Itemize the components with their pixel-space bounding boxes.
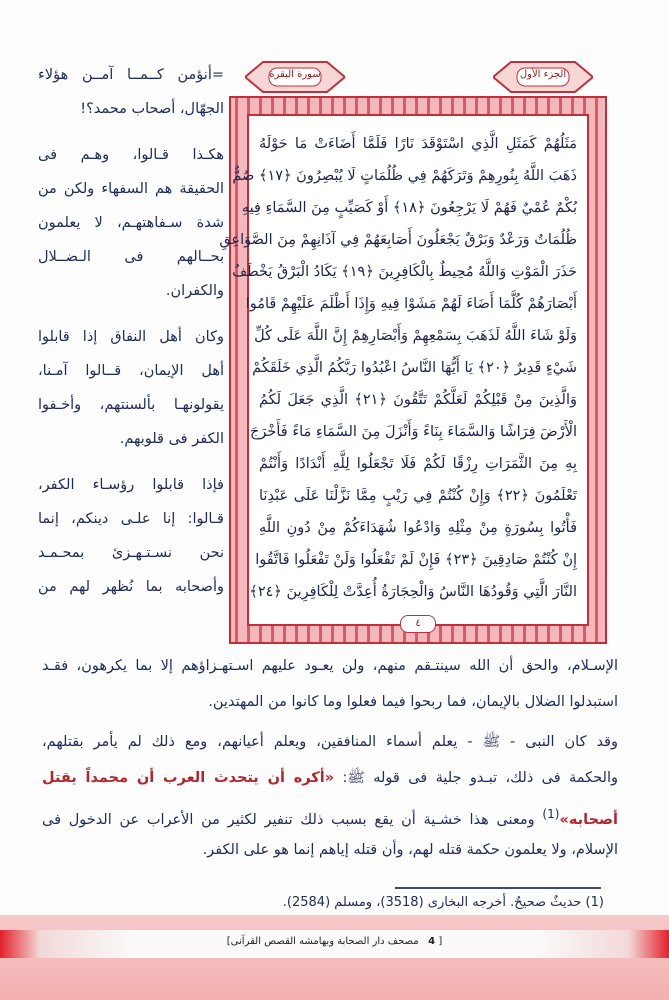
- side-commentary: [38, 58, 224, 604]
- verse-line: أَبْصَارَهُمْ كُلَّمَا أَضَاءَ لَهُمْ مَشَوْا فِيهِ وَإِذَا أَظْلَمَ عَلَيْهِمْ قَامُوا: [245, 296, 577, 312]
- verse-line: إِنْ كُنْتُمْ صَادِقِينَ ﴿٢٣﴾ فَإِنْ لَمْ تَفْعَلُوا وَلَنْ تَفْعَلُوا فَاتَّقُوا: [255, 552, 577, 568]
- surah-name-plate: [245, 60, 345, 94]
- verse-line: ظُلُمَاتٌ وَرَعْدٌ وَبَرْقٌ يَجْعَلُونَ أَصَابِعَهُمْ فِي آذَانِهِمْ مِنَ الصَّوَاعِقِ: [219, 232, 577, 248]
- body-line: [42, 760, 618, 796]
- verse-line: ذَهَبَ اللَّهُ بِنُورِهِمْ وَتَرَكَهُمْ فِي ظُلُمَاتٍ لَا يُبْصِرُونَ ﴿١٧﴾ صُمٌّ: [232, 168, 577, 184]
- side-line: أهل الإيمان، قــالوا آمـنا،: [38, 363, 224, 379]
- hadith-quote: «أكره أن يتحدث العرب أن محمداً يقتل: [42, 770, 335, 786]
- footnote-ref[interactable]: (1): [542, 807, 560, 821]
- verse-line: بُكْمٌ عُمْيٌ فَهُمْ لَا يَرْجِعُونَ ﴿١٨﴾ أَوْ كَصَيِّبٍ مِنَ السَّمَاءِ فِيهِ: [241, 200, 577, 216]
- verse-line: بِهِ مِنَ الثَّمَرَاتِ رِزْقًا لَكُمْ فَلَا تَجْعَلُوا لِلَّهِ أَنْدَادًا وَأَنْتُمْ: [259, 456, 577, 472]
- footer-title: [ 4 مصحف دار الصحابة وبهامشه القصص القرآنى]: [226, 936, 443, 947]
- surah-name: سورة البقرة: [269, 69, 321, 80]
- footnote: (1) حديثٌ صحيحٌ. أخرجه البخارى (3518)، ومسلم (2584).: [282, 895, 604, 910]
- verse-line: حَذَرَ الْمَوْتِ وَاللَّهُ مُحِيطٌ بِالْكَافِرِينَ ﴿١٩﴾ يَكَادُ الْبَرْقُ يَخْطَفُ: [232, 264, 577, 280]
- footer-bar: [0, 930, 669, 958]
- quran-text-area: [219, 114, 589, 629]
- body-text: والحكمة فى ذلك، تبـدو جلية فى قوله ﷺ:: [334, 770, 618, 786]
- hadith-quote-end: أصحابه»: [559, 811, 618, 828]
- verse-line: الْأَرْضَ فِرَاشًا وَالسَّمَاءَ بِنَاءً وَأَنْزَلَ مِنَ السَّمَاءِ مَاءً فَأَخْرَجَ: [250, 424, 577, 440]
- side-line: الجهّال، أصحاب محمد؟!: [80, 101, 224, 117]
- verse-line: فَأْتُوا بِسُورَةٍ مِنْ مِثْلِهِ وَادْعُوا شُهَدَاءَكُمْ مِنْ دُونِ اللَّهِ: [259, 520, 577, 536]
- verse-line: تَعْلَمُونَ ﴿٢٢﴾ وَإِنْ كُنْتُمْ فِي رَيْبٍ مِمَّا نَزَّلْنَا عَلَى عَبْدِنَا: [259, 488, 577, 504]
- quran-frame: [219, 96, 607, 644]
- juz-name-plate: [493, 60, 593, 94]
- side-line: وأصحابه بما نُظهر لهم من: [38, 579, 224, 595]
- quran-verses: [219, 128, 577, 608]
- verse-line: النَّارَ الَّتِي وَقُودُهَا النَّاسُ وَالْحِجَارَةُ أُعِدَّتْ لِلْكَافِرِينَ ﴿٢٤﴾: [249, 584, 577, 600]
- side-line: هكـذا قـالوا، وهـم فى: [38, 147, 224, 163]
- side-line: شدة سـفاهتهـم، لا يعلمون: [38, 215, 224, 231]
- body-line: استبدلوا الضلال بالإيمان، فما ربحوا فيما فعلوا وما كانوا من المهتدين.: [208, 694, 618, 710]
- body-text: ومعنى هذا خشـية أن يقع بسبب ذلك تنفير لكثير من الأعراب عن الدخول فى: [42, 811, 543, 828]
- body-line: [42, 796, 618, 832]
- main-commentary: [42, 648, 618, 868]
- footer-page-number: 4: [428, 936, 436, 947]
- side-line: والكفران.: [165, 283, 224, 299]
- juz-name: الجزء الأول: [519, 69, 567, 80]
- side-line: الكفر فى قلوبهم.: [119, 431, 224, 447]
- side-line: نحن نسـتـهـزئ بمحـمـد: [38, 545, 224, 561]
- body-line: الإسلام، ولا يعلمون حكمة قتله لهم، وأن قتله إياهم إنما هو على الكفر.: [202, 842, 618, 858]
- verse-line: وَالَّذِينَ مِنْ قَبْلِكُمْ لَعَلَّكُمْ تَتَّقُونَ ﴿٢١﴾ الَّذِي جَعَلَ لَكُمُ: [259, 392, 577, 408]
- side-line: وكان أهل النفاق إذا قابلوا: [38, 329, 224, 345]
- body-line: وقد كان النبى - ﷺ - يعلم أسماء المنافقين، ويعلم أعيانهم، ومع ذلك لم يأمر بقتلهم،: [42, 734, 618, 750]
- verse-line: شَيْءٍ قَدِيرٌ ﴿٢٠﴾ يَا أَيُّهَا النَّاسُ اعْبُدُوا رَبَّكُمُ الَّذِي خَلَقَكُمْ: [252, 360, 577, 376]
- side-line: يقولونهـا بألسنتهم، وأخـفوا: [38, 397, 224, 413]
- side-line: قـالوا: إنا علـى دينكم، إنما: [38, 511, 224, 527]
- body-line: الإسـلام، والحق أن الله سينتـقم منهم، ولن يعـود عليهم اسـتهـزاؤهم إلا بما يكرهون، فقـد: [42, 658, 618, 674]
- side-line: الحقيقة هم السفهاء ولكن من: [38, 181, 224, 197]
- side-line: بحــالهم فى الـضــلال: [38, 249, 224, 265]
- footer-book-title: مصحف دار الصحابة وبهامشه القصص القرآنى: [230, 936, 419, 947]
- side-line: =أنؤمن كــمــا آمــن هؤلاء: [38, 67, 224, 83]
- side-line: فإذا قابلوا رؤسـاء الكفر،: [38, 477, 224, 493]
- frame-page-number: ٤: [400, 615, 436, 633]
- verse-line: مَثَلُهُمْ كَمَثَلِ الَّذِي اسْتَوْقَدَ نَارًا فَلَمَّا أَضَاءَتْ مَا حَوْلَهُ: [259, 136, 577, 152]
- verse-line: وَلَوْ شَاءَ اللَّهُ لَذَهَبَ بِسَمْعِهِمْ وَأَبْصَارِهِمْ إِنَّ اللَّهَ عَلَى كُلِّ: [254, 328, 577, 344]
- footnote-divider: [395, 887, 601, 889]
